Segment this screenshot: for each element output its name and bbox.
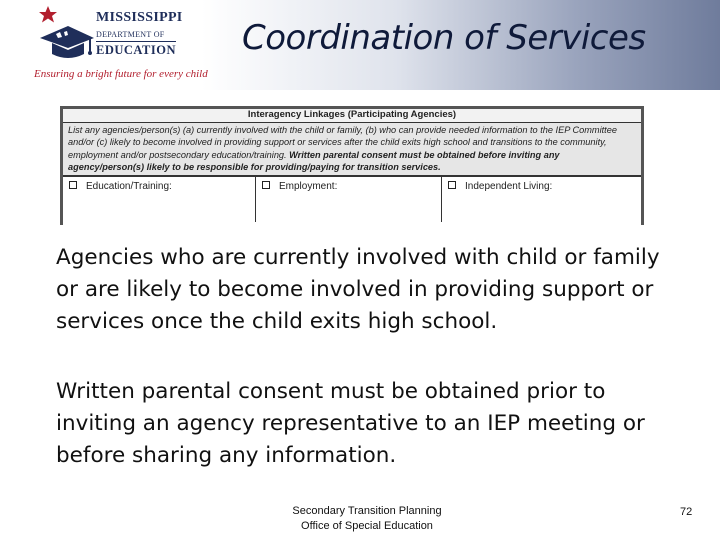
footer-line-1: Secondary Transition Planning	[292, 505, 442, 517]
form-columns	[63, 177, 641, 222]
form-column-independent-living	[442, 177, 641, 222]
checkbox-icon	[448, 181, 456, 189]
checkbox-icon	[69, 181, 77, 189]
form-column-label: Education/Training:	[86, 181, 172, 192]
page-number: 72	[680, 506, 693, 518]
logo-state-name: MISSISSIPPI	[96, 10, 183, 25]
body-paragraph-agencies: Agencies who are currently involved with child or family or are likely to become involved in providing support or services once the child exits high school.	[56, 245, 660, 334]
mde-logo	[34, 4, 206, 84]
body-paragraph-consent: Written parental consent must be obtained prior to inviting an agency representative to an IEP meeting or before sharing any information.	[56, 379, 645, 468]
checkbox-icon	[262, 181, 270, 189]
form-heading: Interagency Linkages (Participating Agencies)	[63, 109, 641, 123]
form-instructions	[63, 123, 641, 177]
form-instructions-text: List any agencies/person(s) (a) currently involved with the child or family, (b) who can provide needed information to the IEP Committee and/or (c) likely to become involved in providing support or services after the child exits high school and transitions to the community, employment and/or postsecondary education/training.	[68, 125, 617, 160]
footer-line-2: Office of Special Education	[301, 520, 433, 532]
logo-education: EDUCATION	[96, 43, 176, 57]
form-column-employment	[256, 177, 442, 222]
slide-title: Coordination of Services	[242, 18, 646, 58]
form-column-education	[63, 177, 256, 222]
footer	[252, 504, 482, 534]
logo-tagline: Ensuring a bright future for every child	[34, 68, 208, 80]
logo-department: DEPARTMENT OF	[96, 30, 165, 39]
interagency-form-excerpt	[60, 106, 644, 225]
form-column-label: Employment:	[279, 181, 338, 192]
form-column-label: Independent Living:	[465, 181, 553, 192]
form-instructions-bold: Written parental consent must be obtained before inviting any agency/person(s) likely to be responsible for providing/paying for transition services.	[68, 149, 560, 172]
state-seal-icon	[34, 4, 96, 66]
